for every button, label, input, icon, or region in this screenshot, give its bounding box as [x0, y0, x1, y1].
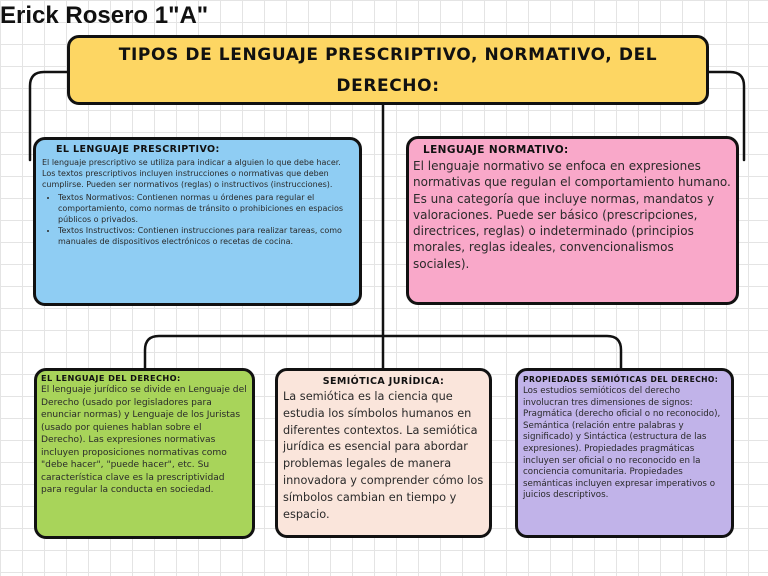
- semiotica-text: La semiótica es la ciencia que estudia los símbolos humanos en diferentes contextos. La semiótica jurídica es esencial para abordar problemas legales de manera innovadora y comprender cómo los símbolos cambian en tiempo y espacio.: [283, 390, 484, 521]
- diagram-title: TIPOS DE LENGUAJE PRESCRIPTIVO, NORMATIVO, DEL DERECHO:: [118, 45, 658, 96]
- propiedades-box: [515, 368, 734, 538]
- normativo-text: El lenguaje normativo se enfoca en expresiones normativas que regulan el comportamiento humano. Es una categoría que incluye normas, mandatos y valoraciones. Puede ser básico (prescripciones, directrices, reglas) o indeterminado (principios morales, reglas ideales, convencionalismos sociales).: [413, 159, 731, 271]
- derecho-heading: EL LENGUAJE DEL DERECHO:: [41, 373, 181, 383]
- prescriptivo-list: [42, 192, 353, 248]
- derecho-box: [34, 368, 255, 539]
- semiotica-box: [275, 368, 492, 538]
- title-box: [67, 35, 709, 105]
- derecho-text: El lenguaje jurídico se divide en Lenguaje del Derecho (usado por legisladores para enunciar normas) y Lenguaje de los Juristas (usado por quienes hablan sobre el Derecho). Las expresiones normativas incluyen proposiciones normativas como "debe hacer", "puede hacer", etc. Su característica clave es la prescriptividad para regular la conducta en sociedad.: [41, 385, 247, 495]
- prescriptivo-bullet-instructivos: • Textos Instructivos: Contienen instrucciones para realizar tareas, como manuales de dispositivos electrónicos o recetas de cocina.: [58, 225, 353, 247]
- prescriptivo-intro: El lenguaje prescriptivo se utiliza para indicar a alguien lo que debe hacer. Los textos prescriptivos incluyen instrucciones o normativas que deben cumplirse. Pueden ser normativos (reglas) o instructivos (instrucciones).: [42, 158, 341, 190]
- normativo-heading: LENGUAJE NORMATIVO:: [423, 144, 569, 156]
- prescriptivo-bullet-normativos: • Textos Normativos: Contienen normas u órdenes para regular el comportamiento, como normas de tránsito o prohibiciones en espacios públicos o privados.: [58, 192, 353, 226]
- propiedades-text: Los estudios semióticos del derecho involucran tres dimensiones de signos: Pragmática (derecho oficial o no reconocido), Semántica (relación entre palabras y significado) y Sintáctica (estructura de las expresiones). Propiedades pragmáticas incluyen ser oficial o no reconocido en la conciencia comunitaria. Propiedades semánticas incluyen expresar imperativos o juicios descriptivos.: [523, 386, 721, 501]
- author-name: Erick Rosero 1"A": [0, 2, 209, 29]
- propiedades-heading: PROPIEDADES SEMIÓTICAS DEL DERECHO:: [523, 375, 719, 384]
- semiotica-heading: SEMIÓTICA JURÍDICA:: [322, 376, 445, 387]
- prescriptivo-box: [33, 137, 362, 306]
- normativo-box: [406, 136, 739, 305]
- prescriptivo-heading: EL LENGUAJE PRESCRIPTIVO:: [56, 144, 220, 155]
